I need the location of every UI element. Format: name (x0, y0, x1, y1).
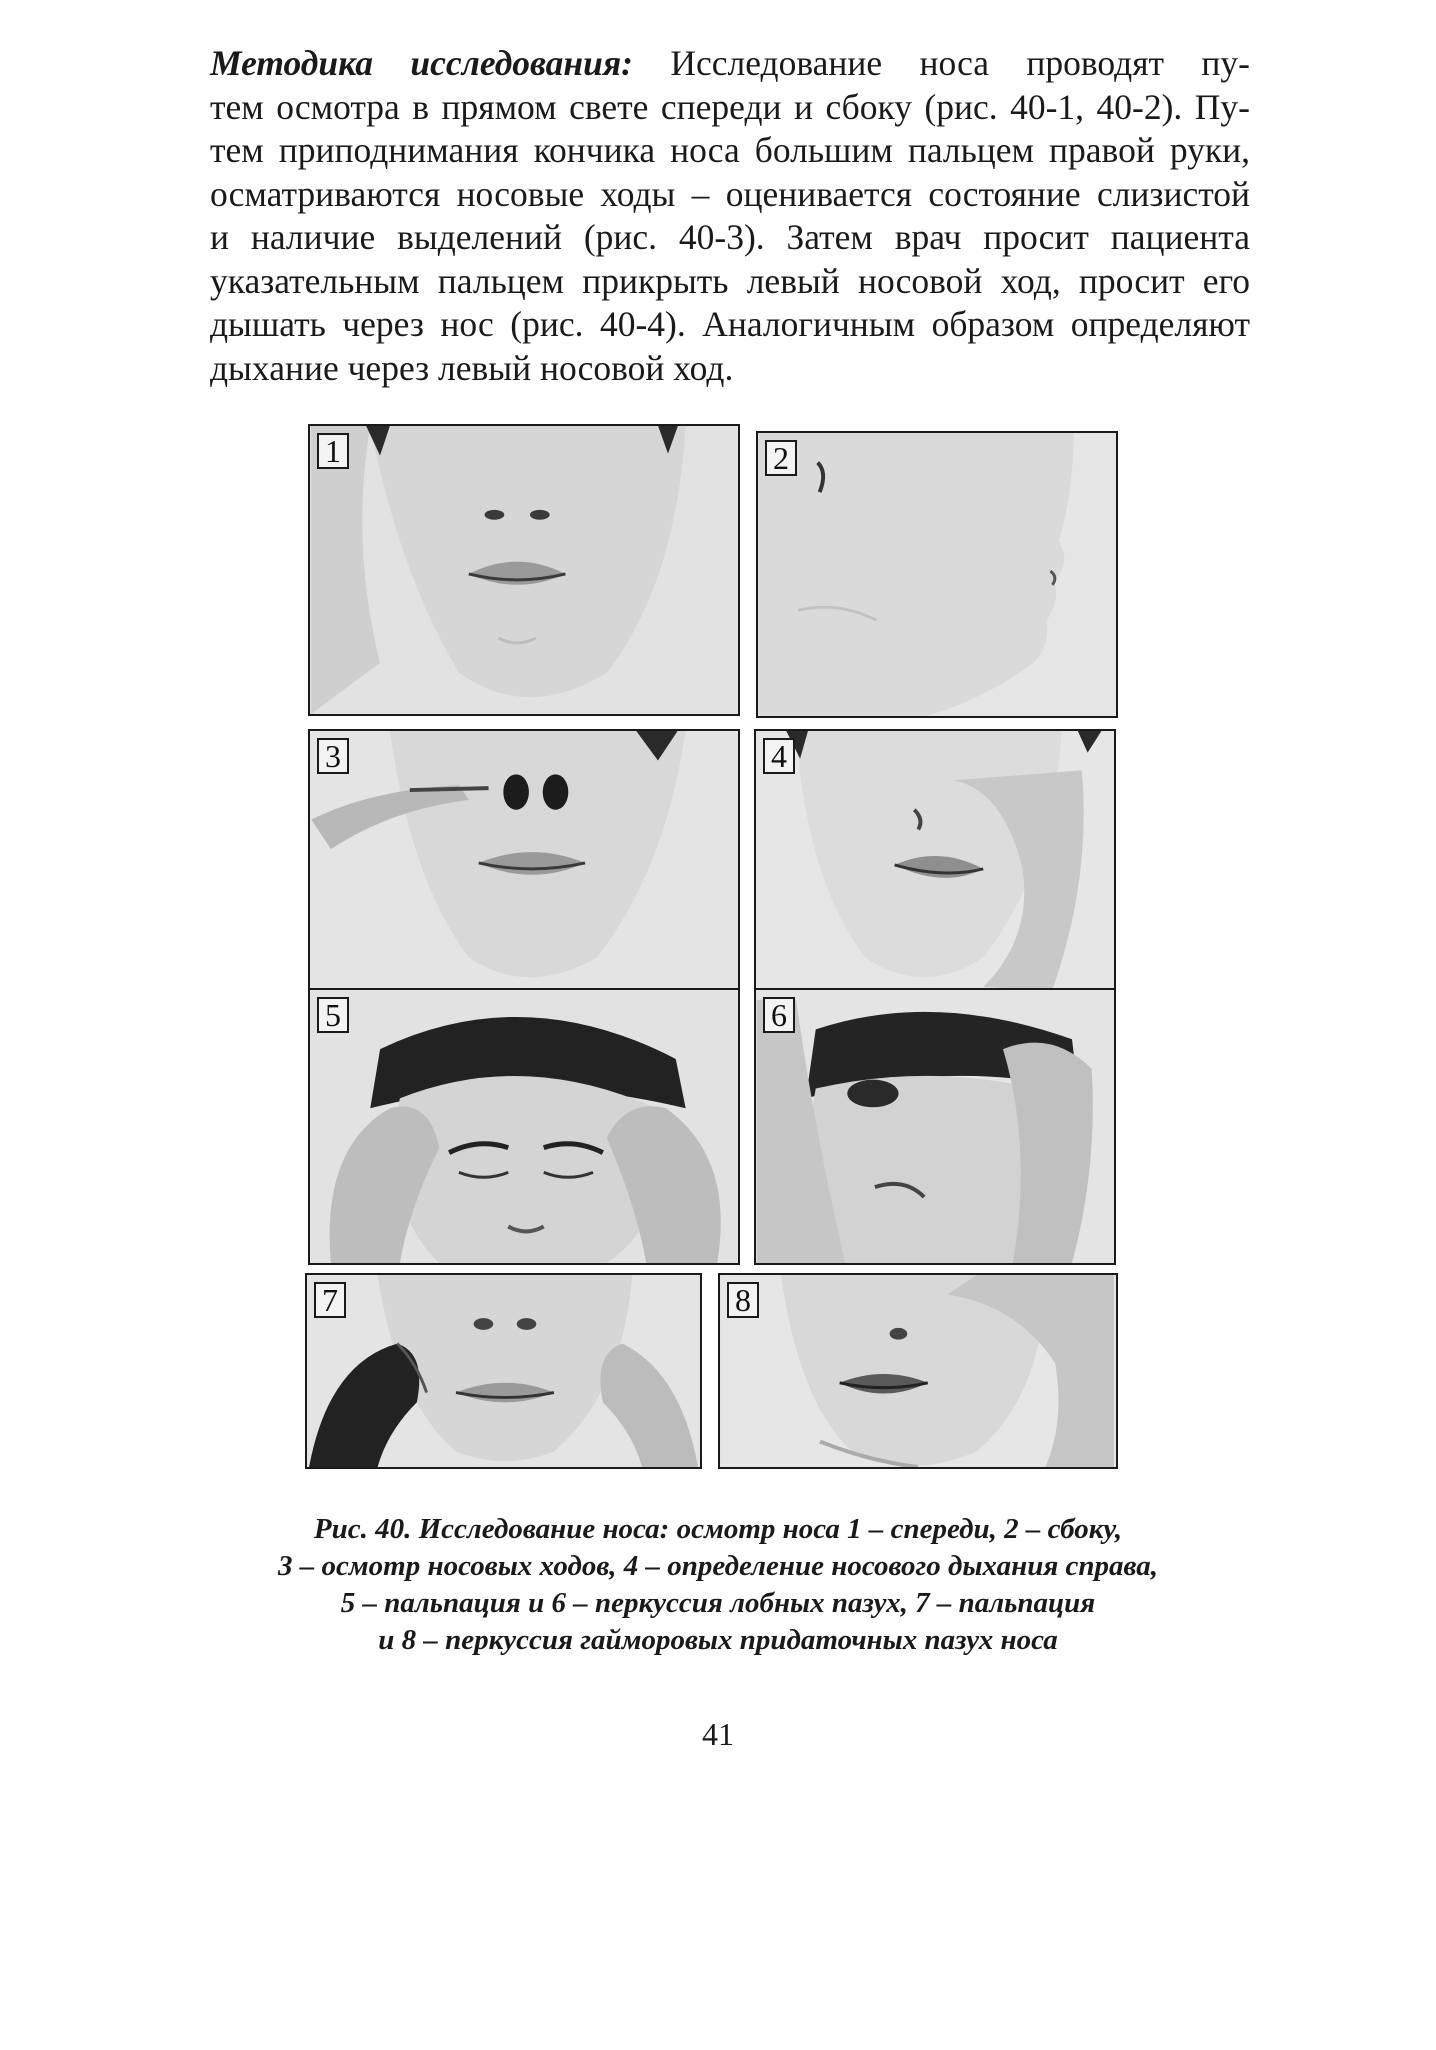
paragraph-line-7: дышать через нос (рис. 40-4). Аналогичным образом определяют (210, 304, 1250, 344)
paragraph-line-6: указательным пальцем прикрыть левый носовой ход, просит его (210, 260, 1250, 301)
paragraph-line-5: и наличие выделений (рис. 40-3). Затем врач просит пациента (210, 217, 1250, 257)
face-profile-photo (758, 433, 1116, 716)
figure-panel-1 (308, 424, 740, 716)
figure-panel-7 (305, 1273, 702, 1469)
panel-number-8: 8 (727, 1282, 759, 1318)
panel-number-5: 5 (317, 997, 349, 1033)
paragraph-line-1 (210, 42, 1250, 86)
caption-line-2: 3 – осмотр носовых ходов, 4 – определение носового дыхания справа, (277, 1550, 1159, 1582)
face-front-photo (310, 426, 738, 714)
panel-number-7: 7 (314, 1282, 346, 1318)
caption-line-1: Рис. 40. Исследование носа: осмотр носа 1 – спереди, 2 – сбоку, (313, 1513, 1123, 1545)
figure-panel-4 (754, 729, 1116, 992)
figure-panel-5 (308, 988, 740, 1265)
page-number: 41 (702, 1716, 734, 1752)
body-paragraph (210, 42, 1250, 390)
paragraph-line-4: осматриваются носовые ходы – оценивается состояние слизистой (210, 173, 1250, 214)
panel-number-6: 6 (763, 997, 795, 1033)
figure-panel-3 (308, 729, 740, 992)
caption-line-3: 5 – пальпация и 6 – перкуссия лобных пазух, 7 – пальпация (340, 1587, 1096, 1619)
figure-panel-2 (756, 431, 1118, 718)
maxillary-sinus-palpation-photo (307, 1275, 700, 1467)
maxillary-sinus-percussion-photo (720, 1275, 1116, 1467)
figure-panel-6 (754, 988, 1116, 1265)
frontal-sinus-percussion-photo (756, 990, 1114, 1263)
nasal-breathing-photo (756, 731, 1114, 990)
panel-number-4: 4 (763, 738, 795, 774)
paragraph-line-3: тем приподнимания кончика носа большим пальцем правой руки, (210, 130, 1250, 170)
method-heading: Методика исследования: (210, 43, 633, 83)
panel-number-1: 1 (317, 433, 349, 469)
frontal-sinus-palpation-photo (310, 990, 738, 1263)
paragraph-line-1-text: Исследование носа проводят пу- (670, 43, 1250, 83)
figure-caption (0, 1511, 1436, 1659)
caption-line-4: и 8 – перкуссия гайморовых придаточных пазух носа (378, 1624, 1058, 1656)
panel-number-3: 3 (317, 738, 349, 774)
panel-number-2: 2 (765, 440, 797, 476)
paragraph-line-8: дыхание через левый носовой ход. (210, 347, 734, 388)
nasal-passage-photo (310, 731, 738, 990)
figure-panel-8 (718, 1273, 1118, 1469)
paragraph-line-2: тем осмотра в прямом свете спереди и сбоку (рис. 40-1, 40-2). Пу- (210, 86, 1250, 127)
